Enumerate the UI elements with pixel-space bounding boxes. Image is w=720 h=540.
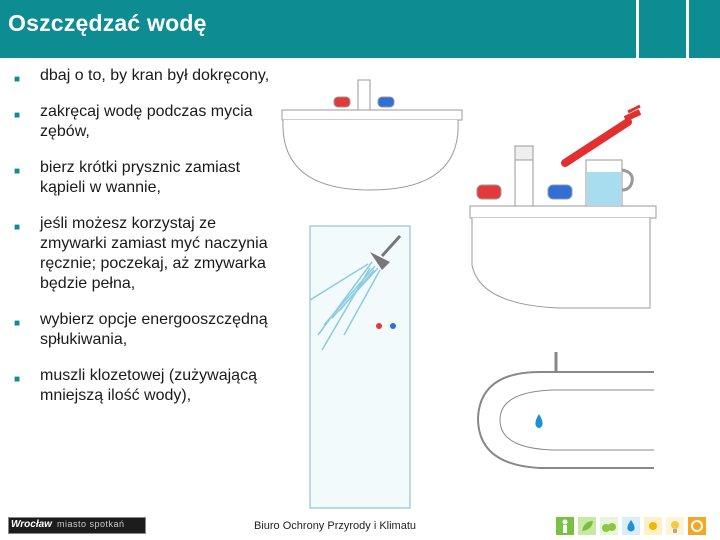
drop-icon: [622, 517, 640, 535]
bulb-icon: [666, 517, 684, 535]
bullet-icon: ■: [14, 166, 21, 177]
list-item-text: zakręcaj wodę podczas mycia zębów,: [40, 103, 253, 140]
list-item-text: jeśli możesz korzystaj ze zmywarki zamiast myć naczynia ręcznie; poczekaj, aż zmywarka będzie pełna,: [40, 215, 268, 292]
sun-icon: [644, 517, 662, 535]
bullet-icon: ■: [14, 222, 21, 233]
recycle-icon: [688, 517, 706, 535]
bullet-icon: ■: [14, 74, 21, 85]
person-icon: [556, 517, 574, 535]
toilet-icon: [478, 352, 654, 468]
list-item-text: bierz krótki prysznic zamiast kąpieli w wannie,: [40, 159, 241, 196]
leaf-icon: [578, 517, 596, 535]
bullet-icon: ■: [14, 374, 21, 385]
page-title: Oszczędzać wodę: [8, 10, 207, 36]
wroclaw-logo: Wrocław miasto spotkań: [8, 517, 146, 534]
cloud-icon: [600, 517, 618, 535]
list-item-text: wybierz opcje energooszczędną spłukiwania,: [40, 311, 268, 348]
shower-icon: [310, 226, 410, 508]
list-item-text: dbaj o to, by kran był dokręcony,: [40, 67, 270, 84]
eco-icons-strip: [556, 517, 716, 537]
list-item-text: muszli klozetowej (zużywającą mniejszą ilość wody),: [40, 367, 257, 404]
bullet-icon: ■: [14, 318, 21, 329]
toothbrush-icon: [565, 106, 640, 163]
footer-label: Biuro Ochrony Przyrody i Klimatu: [254, 520, 416, 532]
washbasin-large-icon: [470, 0, 656, 308]
bullet-icon: ■: [14, 110, 21, 121]
washbasin-small-icon: [282, 80, 462, 190]
